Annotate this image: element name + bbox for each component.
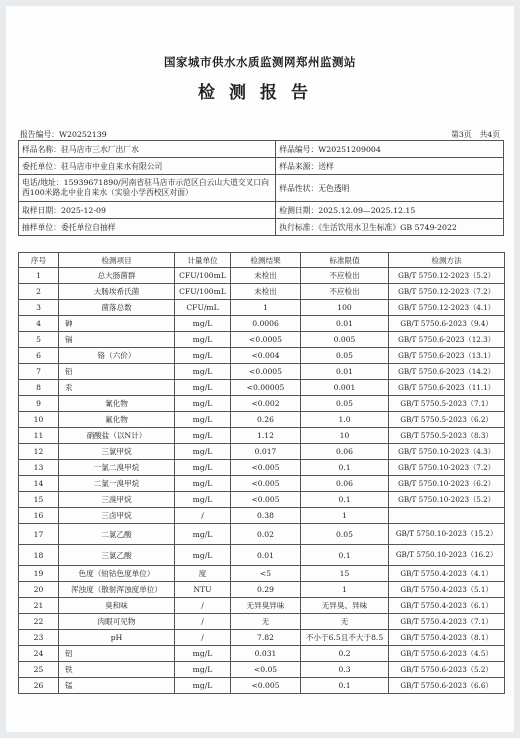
report-number: 报告编号：W20252139: [20, 130, 107, 139]
row-no: 4: [19, 316, 59, 332]
row-limit: 0.05: [301, 396, 389, 412]
sample-number: 样品编号：W20251209004: [276, 141, 504, 158]
row-item: 镉: [59, 332, 175, 348]
table-row: [19, 412, 505, 428]
table-row: [19, 508, 505, 524]
row-limit: 0.1: [301, 460, 389, 476]
results-table: [18, 252, 505, 694]
row-limit: 0.01: [301, 364, 389, 380]
row-result: <0.05: [231, 662, 301, 678]
row-method: GB/T 5750.6-2023（4.5）: [389, 646, 505, 662]
row-unit: mg/L: [175, 476, 231, 492]
row-item: 氰化物: [59, 396, 175, 412]
row-no: 14: [19, 476, 59, 492]
row-no: 18: [19, 545, 59, 566]
row-unit: mg/L: [175, 396, 231, 412]
row-method: GB/T 5750.4-2023（8.1）: [389, 630, 505, 646]
col-method: 检测方法: [389, 253, 505, 268]
row-limit: 100: [301, 300, 389, 316]
row-item: 铝: [59, 646, 175, 662]
col-item: 检测项目: [59, 253, 175, 268]
row-result: <0.00005: [231, 380, 301, 396]
table-row: [19, 545, 505, 566]
row-result: <5: [231, 566, 301, 582]
row-result: 1.12: [231, 428, 301, 444]
col-limit: 标准限值: [301, 253, 389, 268]
row-unit: CFU/100mL: [175, 268, 231, 284]
row-limit: 15: [301, 566, 389, 582]
row-no: 12: [19, 444, 59, 460]
row-no: 6: [19, 348, 59, 364]
row-no: 8: [19, 380, 59, 396]
row-unit: CFU/mL: [175, 300, 231, 316]
row-method: GB/T 5750.10-2023（6.2）: [389, 476, 505, 492]
table-row: [19, 348, 505, 364]
row-result: 0.031: [231, 646, 301, 662]
row-item: 三氯乙酸: [59, 545, 175, 566]
row-unit: mg/L: [175, 428, 231, 444]
row-unit: NTU: [175, 582, 231, 598]
page-indicator: 第3页 共4页: [451, 130, 500, 139]
row-no: 5: [19, 332, 59, 348]
row-limit: 0.1: [301, 678, 389, 694]
row-item: 锰: [59, 678, 175, 694]
row-no: 9: [19, 396, 59, 412]
table-row: [19, 396, 505, 412]
row-method: GB/T 5750.5-2023（6.2）: [389, 412, 505, 428]
row-item: 铁: [59, 662, 175, 678]
row-item: 氟化物: [59, 412, 175, 428]
row-item: 肉眼可见物: [59, 614, 175, 630]
row-no: 7: [19, 364, 59, 380]
row-item: 一氯二溴甲烷: [59, 460, 175, 476]
table-row: [19, 380, 505, 396]
row-item: 大肠埃希氏菌: [59, 284, 175, 300]
results-body: [19, 268, 505, 694]
row-method: GB/T 5750.6-2023（14.2）: [389, 364, 505, 380]
row-item: 三溴甲烷: [59, 492, 175, 508]
row-unit: /: [175, 508, 231, 524]
row-method: GB/T 5750.10-2023（7.2）: [389, 460, 505, 476]
row-method: GB/T 5750.6-2023（5.2）: [389, 662, 505, 678]
client: 委托单位：驻马店市中业自来水有限公司: [19, 158, 276, 175]
row-result: 无异臭异味: [231, 598, 301, 614]
table-row: [19, 566, 505, 582]
row-no: 21: [19, 598, 59, 614]
row-unit: /: [175, 614, 231, 630]
table-row: [19, 316, 505, 332]
table-row: [19, 598, 505, 614]
row-unit: mg/L: [175, 412, 231, 428]
row-limit: 0.001: [301, 380, 389, 396]
row-result: 1: [231, 300, 301, 316]
row-method: GB/T 5750.6-2023（6.6）: [389, 678, 505, 694]
row-unit: CFU/100mL: [175, 284, 231, 300]
row-method: GB/T 5750.10-2023（16.2）: [389, 545, 505, 566]
row-unit: mg/L: [175, 492, 231, 508]
row-no: 16: [19, 508, 59, 524]
row-unit: mg/L: [175, 332, 231, 348]
row-limit: 0.2: [301, 646, 389, 662]
table-row: [19, 646, 505, 662]
col-no: 序号: [19, 253, 59, 268]
row-unit: /: [175, 630, 231, 646]
row-item: 铅: [59, 364, 175, 380]
row-item: 硝酸盐（以N计）: [59, 428, 175, 444]
row-limit: 1: [301, 582, 389, 598]
row-method: GB/T 5750.4-2023（7.1）: [389, 614, 505, 630]
row-item: 色度（铂钴色度单位）: [59, 566, 175, 582]
table-row: [19, 662, 505, 678]
row-no: 19: [19, 566, 59, 582]
table-row: [19, 460, 505, 476]
row-item: 二氯一溴甲烷: [59, 476, 175, 492]
table-row: [19, 300, 505, 316]
row-no: 1: [19, 268, 59, 284]
sample-info-table: [18, 140, 504, 236]
row-result: 0.02: [231, 524, 301, 545]
row-item: 汞: [59, 380, 175, 396]
row-method: GB/T 5750.4-2023（5.1）: [389, 582, 505, 598]
row-result: 0.38: [231, 508, 301, 524]
row-no: 25: [19, 662, 59, 678]
row-item: 二氯乙酸: [59, 524, 175, 545]
table-row: [19, 492, 505, 508]
table-row: [19, 332, 505, 348]
row-limit: 不应检出: [301, 284, 389, 300]
row-limit: 0.1: [301, 545, 389, 566]
row-method: GB/T 5750.12-2023（5.2）: [389, 268, 505, 284]
row-unit: mg/L: [175, 524, 231, 545]
sample-name: 样品名称：驻马店市三水厂出厂水: [19, 141, 276, 158]
row-item: 三氯甲烷: [59, 444, 175, 460]
row-item: 三卤甲烷: [59, 508, 175, 524]
standard: 执行标准：《生活饮用水卫生标准》GB 5749-2022: [276, 219, 504, 236]
report-page: [6, 6, 514, 732]
row-no: 23: [19, 630, 59, 646]
row-method: GB/T 5750.6-2023（12.3）: [389, 332, 505, 348]
row-limit: 0.01: [301, 316, 389, 332]
contact-address: 电话/地址：15939671890/河南省驻马店市示范区白云山大道交叉口向西100米路北中业自来水（实验小学西校区对面）: [19, 175, 276, 202]
row-limit: 0.06: [301, 444, 389, 460]
table-row: [19, 364, 505, 380]
row-method: GB/T 5750.4-2023（6.1）: [389, 598, 505, 614]
col-unit: 计量单位: [175, 253, 231, 268]
row-no: 13: [19, 460, 59, 476]
row-result: <0.002: [231, 396, 301, 412]
row-result: <0.005: [231, 460, 301, 476]
row-method: GB/T 5750.6-2023（9.4）: [389, 316, 505, 332]
row-method: GB/T 5750.10-2023（15.2）: [389, 524, 505, 545]
row-limit: 0.3: [301, 662, 389, 678]
row-result: <0.005: [231, 476, 301, 492]
row-no: 22: [19, 614, 59, 630]
row-result: 0.29: [231, 582, 301, 598]
col-result: 检测结果: [231, 253, 301, 268]
row-no: 15: [19, 492, 59, 508]
organization-name: 国家城市供水水质监测网郑州监测站: [164, 55, 356, 69]
row-item: 砷: [59, 316, 175, 332]
row-method: GB/T 5750.6-2023（11.1）: [389, 380, 505, 396]
row-item: 浑浊度（散射浑浊度单位）: [59, 582, 175, 598]
row-limit: 0.06: [301, 476, 389, 492]
row-result: 未检出: [231, 268, 301, 284]
row-unit: mg/L: [175, 364, 231, 380]
row-item: 臭和味: [59, 598, 175, 614]
row-no: 10: [19, 412, 59, 428]
row-method: GB/T 5750.5-2023（7.1）: [389, 396, 505, 412]
row-unit: mg/L: [175, 348, 231, 364]
row-no: 24: [19, 646, 59, 662]
sample-character: 样品性状：无色透明: [276, 175, 504, 202]
row-no: 11: [19, 428, 59, 444]
row-result: 未检出: [231, 284, 301, 300]
row-unit: mg/L: [175, 444, 231, 460]
row-result: 0.017: [231, 444, 301, 460]
row-limit: 不应检出: [301, 268, 389, 284]
row-item: 铬（六价）: [59, 348, 175, 364]
row-result: 无: [231, 614, 301, 630]
row-method: GB/T 5750.10-2023（5.2）: [389, 492, 505, 508]
row-no: 26: [19, 678, 59, 694]
row-result: <0.0005: [231, 332, 301, 348]
row-limit: 不小于6.5且不大于8.5: [301, 630, 389, 646]
row-method: GB/T 5750.10-2023（4.3）: [389, 444, 505, 460]
row-method: GB/T 5750.12-2023（7.2）: [389, 284, 505, 300]
table-row: [19, 444, 505, 460]
row-unit: mg/L: [175, 545, 231, 566]
row-unit: mg/L: [175, 646, 231, 662]
row-limit: 1.0: [301, 412, 389, 428]
row-unit: mg/L: [175, 460, 231, 476]
row-limit: 0.1: [301, 492, 389, 508]
row-unit: mg/L: [175, 380, 231, 396]
row-result: <0.004: [231, 348, 301, 364]
table-row: [19, 678, 505, 694]
table-row: [19, 284, 505, 300]
row-method: GB/T 5750.12-2023（4.1）: [389, 300, 505, 316]
row-limit: 0.05: [301, 524, 389, 545]
row-limit: 无: [301, 614, 389, 630]
test-date: 检测日期：2025.12.09—2025.12.15: [276, 202, 504, 219]
row-result: 0.01: [231, 545, 301, 566]
row-item: 菌落总数: [59, 300, 175, 316]
table-row: [19, 524, 505, 545]
row-unit: mg/L: [175, 316, 231, 332]
row-no: 3: [19, 300, 59, 316]
row-unit: /: [175, 598, 231, 614]
row-method: GB/T 5750.4-2023（4.1）: [389, 566, 505, 582]
row-limit: 0.05: [301, 348, 389, 364]
row-method: [389, 508, 505, 524]
results-header-row: [19, 253, 505, 268]
row-limit: 无异臭、异味: [301, 598, 389, 614]
row-result: 7.82: [231, 630, 301, 646]
row-unit: mg/L: [175, 678, 231, 694]
row-item: 总大肠菌群: [59, 268, 175, 284]
row-no: 17: [19, 524, 59, 545]
table-row: [19, 582, 505, 598]
table-row: [19, 476, 505, 492]
row-unit: 度: [175, 566, 231, 582]
row-result: <0.005: [231, 678, 301, 694]
row-limit: 1: [301, 508, 389, 524]
row-method: GB/T 5750.6-2023（13.1）: [389, 348, 505, 364]
row-result: 0.26: [231, 412, 301, 428]
row-result: <0.0005: [231, 364, 301, 380]
row-method: GB/T 5750.5-2023（8.3）: [389, 428, 505, 444]
table-row: [19, 428, 505, 444]
sampling-date: 取样日期：2025-12-09: [19, 202, 276, 219]
sample-source: 样品来源：送样: [276, 158, 504, 175]
row-item: pH: [59, 630, 175, 646]
row-result: <0.005: [231, 492, 301, 508]
table-row: [19, 268, 505, 284]
row-no: 20: [19, 582, 59, 598]
row-limit: 0.005: [301, 332, 389, 348]
row-unit: mg/L: [175, 662, 231, 678]
report-title: 检测报告: [198, 83, 322, 103]
table-row: [19, 614, 505, 630]
row-limit: 10: [301, 428, 389, 444]
row-no: 2: [19, 284, 59, 300]
table-row: [19, 630, 505, 646]
sampling-unit: 抽样单位：委托单位自抽样: [19, 219, 276, 236]
row-result: 0.0006: [231, 316, 301, 332]
